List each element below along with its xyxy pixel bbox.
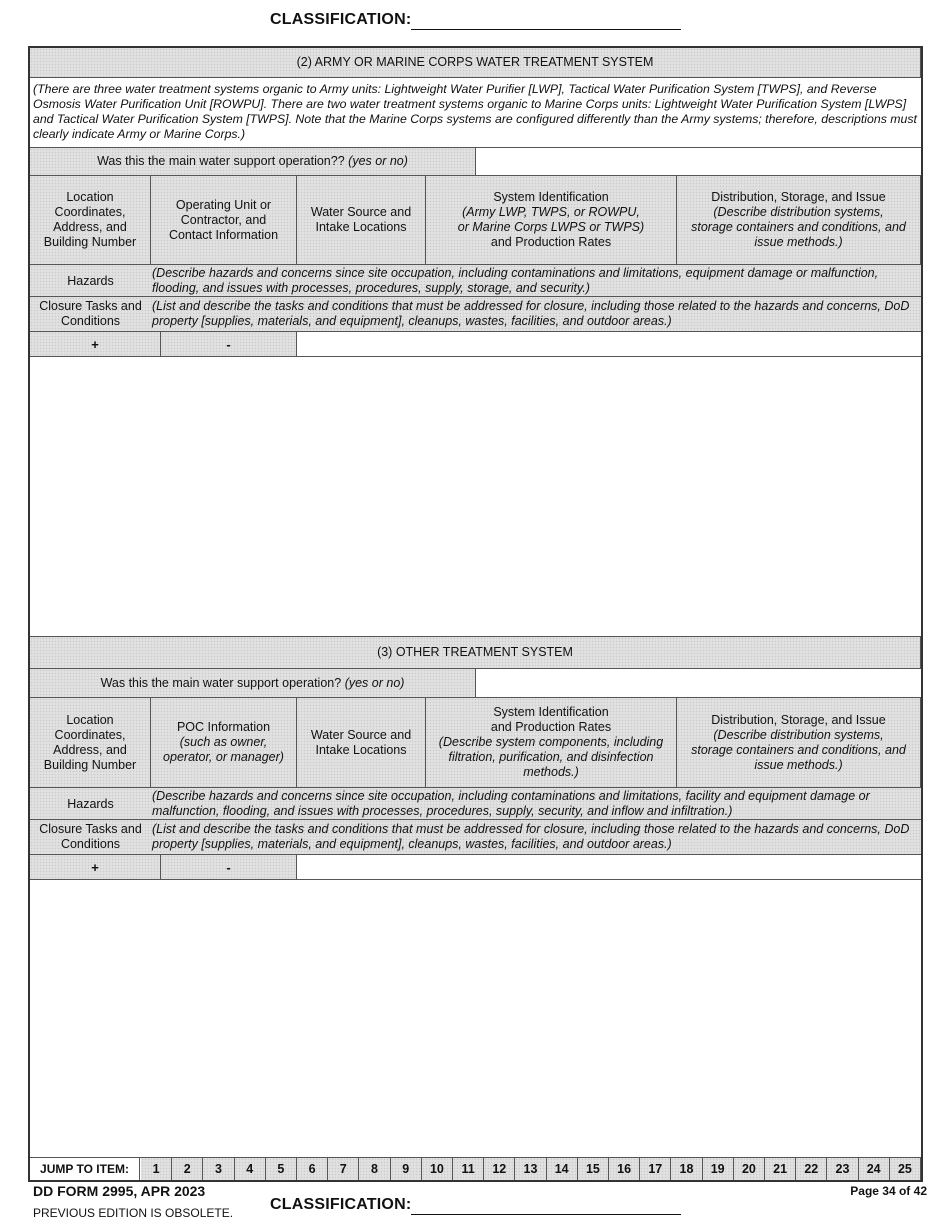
closure-label-text: Closure Tasks and xyxy=(39,822,142,836)
col-text: Water Source and xyxy=(310,727,412,742)
col-text: Coordinates, xyxy=(54,727,126,742)
section3-header xyxy=(30,637,921,669)
section3-col-system-id xyxy=(426,698,677,788)
section3-col-water-source xyxy=(297,698,426,788)
jump-item-3[interactable]: 3 xyxy=(203,1158,234,1180)
col-text: Coordinates, xyxy=(54,205,126,219)
section2-intro: (There are three water treatment systems organic to Army units: Lightweight Water Purifier [LWP], Tactical Water Purification System [TWPS], and Reverse Osmosis Water Purification Unit [ROWPU]. There are two water treatment systems organic to Marine Corps units: Lightweight Water Purification System [LWPS] and Tactical Water Purification System [TWPS]. Note that the Marine Corps systems are configured differently than the Army systems; therefore, descriptions must clearly indicate Army or Marine Corps.) xyxy=(33,82,917,141)
jump-item-17[interactable]: 17 xyxy=(640,1158,671,1180)
section2-closure-label xyxy=(30,299,151,329)
jump-to-item-label: JUMP TO ITEM: xyxy=(30,1158,140,1180)
section2-closure-desc: (List and describe the tasks and conditions that must be addressed for closure, including those related to the hazards and concerns, DoD property [supplies, materials, and equipment], cleanups, wastes, facilities, and outdoor areas.) xyxy=(152,299,910,328)
col-text: Distribution, Storage, and Issue xyxy=(711,712,886,727)
col-text: issue methods.) xyxy=(754,757,843,772)
classification-label-top: CLASSIFICATION: xyxy=(270,11,412,28)
jump-item-23[interactable]: 23 xyxy=(827,1158,858,1180)
col-text: issue methods.) xyxy=(754,235,843,249)
col-text: Address, and xyxy=(53,742,127,757)
col-text: Building Number xyxy=(43,235,137,249)
jump-item-11[interactable]: 11 xyxy=(453,1158,484,1180)
jump-item-12[interactable]: 12 xyxy=(484,1158,515,1180)
col-text: (Army LWP, TWPS, or ROWPU, xyxy=(462,205,640,219)
col-text: Distribution, Storage, and Issue xyxy=(711,190,886,204)
jump-item-19[interactable]: 19 xyxy=(703,1158,734,1180)
jump-item-1[interactable]: 1 xyxy=(141,1158,172,1180)
jump-item-22[interactable]: 22 xyxy=(796,1158,827,1180)
section2-row-field[interactable] xyxy=(297,332,921,357)
section3-header-text: (3) OTHER TREATMENT SYSTEM xyxy=(377,645,573,659)
jump-item-5[interactable]: 5 xyxy=(266,1158,297,1180)
jump-item-4[interactable]: 4 xyxy=(235,1158,266,1180)
section2-header-text: (2) ARMY OR MARINE CORPS WATER TREATMENT SYSTEM xyxy=(296,55,654,69)
col-text: filtration, purification, and disinfection xyxy=(448,750,654,764)
classification-line-top xyxy=(411,29,681,30)
col-text: storage containers and conditions, and xyxy=(691,220,906,234)
col-text: (Describe distribution systems, xyxy=(713,205,884,219)
page-number: Page 34 of 42 xyxy=(850,1184,927,1198)
jump-item-6[interactable]: 6 xyxy=(297,1158,328,1180)
section2-col-location xyxy=(30,176,151,265)
section3-col-distribution xyxy=(677,698,921,788)
col-text: (Describe distribution systems, xyxy=(713,727,884,742)
jump-item-21[interactable]: 21 xyxy=(765,1158,796,1180)
closure-label-text: Closure Tasks and xyxy=(39,299,142,313)
jump-item-18[interactable]: 18 xyxy=(671,1158,702,1180)
closure-label-text: Conditions xyxy=(60,314,121,328)
section3-row-field[interactable] xyxy=(297,855,921,880)
col-text: Intake Locations xyxy=(315,742,407,757)
col-text: Water Source and xyxy=(310,205,412,219)
section2-main-operation-input[interactable] xyxy=(476,148,921,176)
col-text: methods.) xyxy=(523,765,579,779)
closure-label-text: Conditions xyxy=(60,837,121,851)
col-text: and Production Rates xyxy=(490,720,612,734)
col-text: Operating Unit or xyxy=(175,197,272,212)
col-text: Location xyxy=(66,712,114,727)
jump-item-2[interactable]: 2 xyxy=(172,1158,203,1180)
jump-item-9[interactable]: 9 xyxy=(391,1158,422,1180)
section2-hazards-label: Hazards xyxy=(67,274,114,288)
jump-item-7[interactable]: 7 xyxy=(328,1158,359,1180)
col-text: Building Number xyxy=(43,757,137,772)
form-id: DD FORM 2995, APR 2023 xyxy=(33,1183,206,1199)
jump-item-14[interactable]: 14 xyxy=(547,1158,578,1180)
col-text: Contact Information xyxy=(168,227,279,242)
section2-question-text: Was this the main water support operation?? xyxy=(97,154,345,168)
section2-col-system-id xyxy=(426,176,677,265)
edition-note: PREVIOUS EDITION IS OBSOLETE. xyxy=(33,1206,234,1220)
section3-entry-area[interactable] xyxy=(30,881,921,1158)
col-text: POC Information xyxy=(176,720,271,734)
section3-col-location xyxy=(30,698,151,788)
section2-add-row-button[interactable]: + xyxy=(30,332,161,357)
section2-header xyxy=(30,48,921,78)
section3-question-hint: (yes or no) xyxy=(344,675,405,690)
jump-item-16[interactable]: 16 xyxy=(609,1158,640,1180)
section3-remove-row-button[interactable]: - xyxy=(161,855,297,880)
section2-question xyxy=(30,148,476,176)
jump-item-25[interactable]: 25 xyxy=(890,1158,921,1180)
section2-remove-row-button[interactable]: - xyxy=(161,332,297,357)
section2-entry-area[interactable] xyxy=(30,358,921,637)
jump-item-8[interactable]: 8 xyxy=(359,1158,390,1180)
section3-closure-desc: (List and describe the tasks and conditions that must be addressed for closure, including those related to the hazards and concerns, DoD property [supplies, materials, and equipment], cleanups, wastes, facilities, and outdoor areas.) xyxy=(152,822,910,851)
col-text: (Describe system components, including xyxy=(438,735,664,749)
col-text: Contractor, and xyxy=(180,212,267,227)
section3-main-operation-input[interactable] xyxy=(476,669,921,698)
section3-question-text: Was this the main water support operation? xyxy=(100,675,342,690)
section3-hazards-desc: (Describe hazards and concerns since site occupation, including contaminations and limitations, facility and equipment damage or malfunction, flooding, and issues with processes, procedures, supply, security, and inflow and infiltration.) xyxy=(152,789,870,818)
col-text: operator, or manager) xyxy=(163,750,284,764)
section2-hazards-desc: (Describe hazards and concerns since site occupation, including contaminations and limitations, equipment damage or malfunction, flooding, and issues with processes, procedures, supply, storage, and security.) xyxy=(152,266,879,295)
col-text: Location xyxy=(66,190,114,204)
section2-col-water-source xyxy=(297,176,426,265)
jump-item-13[interactable]: 13 xyxy=(515,1158,546,1180)
col-text: and Production Rates xyxy=(490,235,612,249)
section2-question-hint: (yes or no) xyxy=(348,154,408,168)
col-text: System Identification xyxy=(493,190,609,204)
section3-closure-label xyxy=(30,822,151,852)
classification-line-bottom xyxy=(411,1214,681,1215)
section3-col-poc xyxy=(151,698,297,788)
col-text: storage containers and conditions, and xyxy=(691,742,906,757)
jump-item-10[interactable]: 10 xyxy=(422,1158,453,1180)
section2-col-distribution xyxy=(677,176,921,265)
col-text: Address, and xyxy=(53,220,127,234)
jump-item-20[interactable]: 20 xyxy=(734,1158,765,1180)
section3-add-row-button[interactable]: + xyxy=(30,855,161,880)
jump-item-24[interactable]: 24 xyxy=(859,1158,890,1180)
col-text: System Identification xyxy=(493,705,609,719)
classification-label-bottom: CLASSIFICATION: xyxy=(270,1196,412,1213)
jump-item-15[interactable]: 15 xyxy=(578,1158,609,1180)
col-text: or Marine Corps LWPS or TWPS) xyxy=(457,220,645,234)
col-text: Intake Locations xyxy=(315,220,407,234)
section2-col-operating-unit xyxy=(151,176,297,265)
section3-hazards-label: Hazards xyxy=(67,797,114,811)
section3-question xyxy=(30,669,476,698)
col-text: (such as owner, xyxy=(179,735,268,749)
